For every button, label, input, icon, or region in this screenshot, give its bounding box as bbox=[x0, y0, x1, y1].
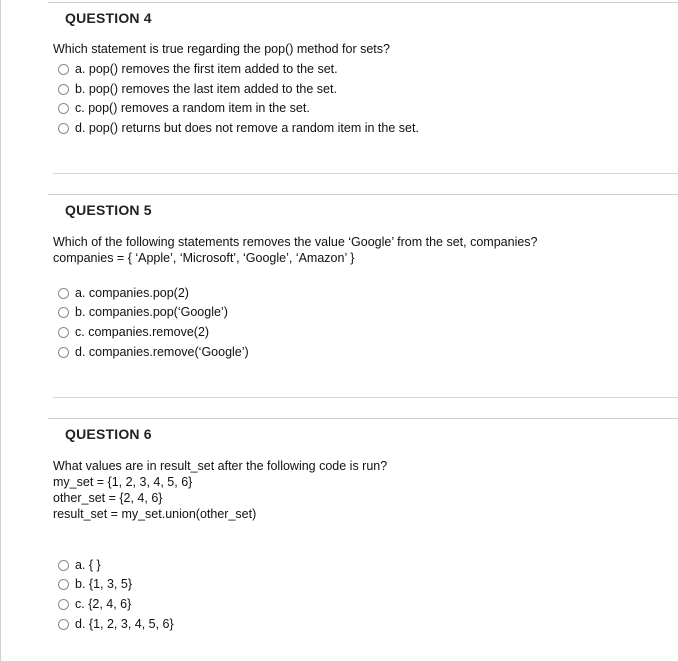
option-a[interactable] bbox=[58, 59, 338, 79]
option-label: b. companies.pop(‘Google’) bbox=[75, 305, 228, 319]
question-title: QUESTION 5 bbox=[65, 202, 152, 218]
radio-button[interactable] bbox=[58, 123, 69, 134]
question-text bbox=[53, 234, 538, 266]
radio-button[interactable] bbox=[58, 307, 69, 318]
radio-button[interactable] bbox=[58, 619, 69, 630]
radio-button[interactable] bbox=[58, 288, 69, 299]
question-text-line: companies = { ‘Apple’, ‘Microsoft’, ‘Google’, ‘Amazon’ } bbox=[53, 251, 355, 265]
radio-button[interactable] bbox=[58, 560, 69, 571]
option-label: a. pop() removes the first item added to the set. bbox=[75, 62, 338, 76]
option-c[interactable] bbox=[58, 594, 131, 614]
option-b[interactable] bbox=[58, 79, 337, 99]
radio-button[interactable] bbox=[58, 327, 69, 338]
question-divider bbox=[48, 418, 678, 419]
radio-button[interactable] bbox=[58, 64, 69, 75]
option-b[interactable] bbox=[58, 574, 132, 594]
question-text bbox=[53, 458, 387, 522]
radio-button[interactable] bbox=[58, 84, 69, 95]
question-text bbox=[53, 41, 390, 57]
radio-button[interactable] bbox=[58, 599, 69, 610]
option-label: d. companies.remove(‘Google’) bbox=[75, 345, 249, 359]
radio-button[interactable] bbox=[58, 347, 69, 358]
answer-separator bbox=[53, 397, 678, 398]
question-title: QUESTION 6 bbox=[65, 426, 152, 442]
question-text-line: other_set = {2, 4, 6} bbox=[53, 491, 163, 505]
option-label: d. pop() returns but does not remove a random item in the set. bbox=[75, 121, 419, 135]
option-label: a. companies.pop(2) bbox=[75, 286, 189, 300]
question-divider bbox=[48, 2, 678, 3]
question-text-line: What values are in result_set after the following code is run? bbox=[53, 459, 388, 473]
option-label: c. pop() removes a random item in the set. bbox=[75, 101, 310, 115]
option-a[interactable] bbox=[58, 555, 101, 575]
option-d[interactable] bbox=[58, 342, 249, 362]
option-label: a. { } bbox=[75, 558, 101, 572]
option-c[interactable] bbox=[58, 322, 209, 342]
radio-button[interactable] bbox=[58, 103, 69, 114]
option-label: c. {2, 4, 6} bbox=[75, 597, 132, 611]
option-b[interactable] bbox=[58, 302, 228, 322]
question-text-line: result_set = my_set.union(other_set) bbox=[53, 507, 257, 521]
answer-separator bbox=[53, 173, 678, 174]
option-label: b. {1, 3, 5} bbox=[75, 577, 132, 591]
question-text-line: my_set = {1, 2, 3, 4, 5, 6} bbox=[53, 475, 193, 489]
question-text-line: Which statement is true regarding the pop() method for sets? bbox=[53, 42, 390, 56]
page-left-border bbox=[0, 0, 1, 661]
option-label: b. pop() removes the last item added to the set. bbox=[75, 82, 337, 96]
option-d[interactable] bbox=[58, 614, 174, 634]
question-divider bbox=[48, 194, 678, 195]
option-d[interactable] bbox=[58, 118, 419, 138]
option-a[interactable] bbox=[58, 283, 189, 303]
question-title: QUESTION 4 bbox=[65, 10, 152, 26]
option-c[interactable] bbox=[58, 98, 310, 118]
radio-button[interactable] bbox=[58, 579, 69, 590]
option-label: c. companies.remove(2) bbox=[75, 325, 210, 339]
option-label: d. {1, 2, 3, 4, 5, 6} bbox=[75, 617, 174, 631]
question-text-line: Which of the following statements removes the value ‘Google’ from the set, companies? bbox=[53, 235, 538, 249]
